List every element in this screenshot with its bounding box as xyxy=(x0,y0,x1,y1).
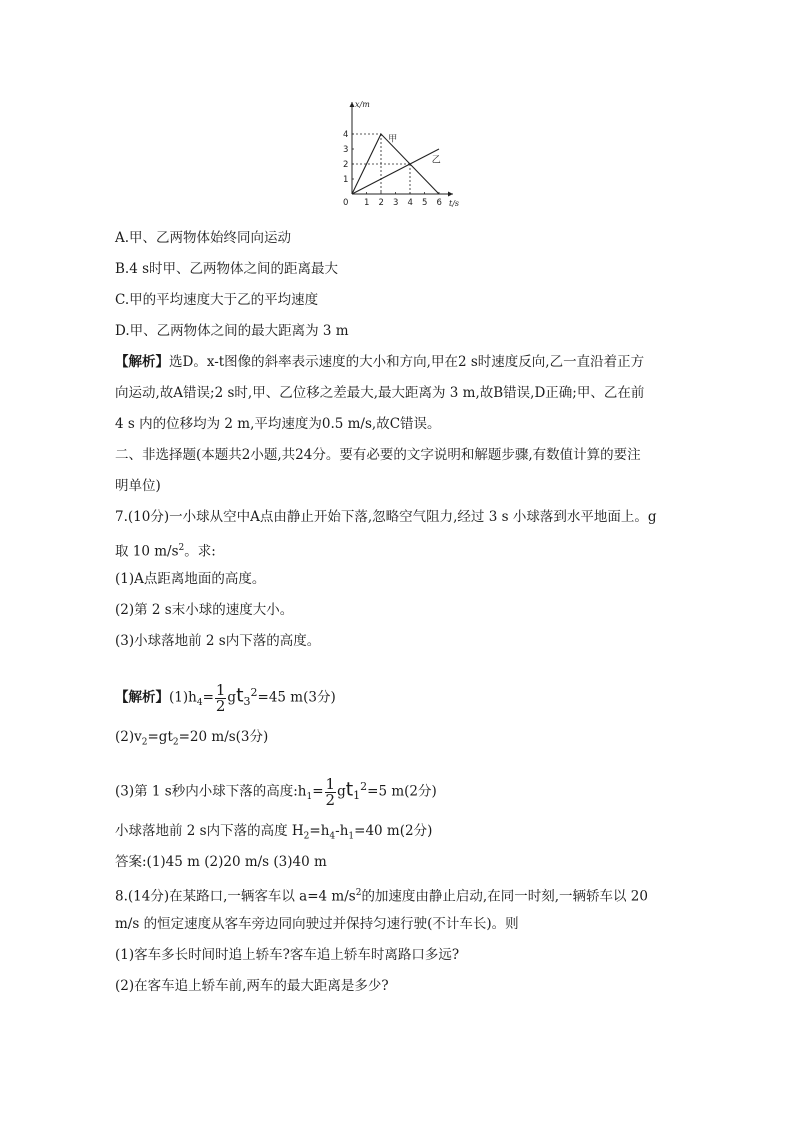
s4-prefix: 小球落地前 2 s内下落的高度 H xyxy=(115,823,304,839)
s2-prefix: (2)v xyxy=(115,729,142,745)
frac-num: 1 xyxy=(325,774,336,793)
s4-mid2: -h xyxy=(335,823,349,839)
q8-text-end: 的加速度由静止启动,在同一时刻,一辆轿车以 20 xyxy=(361,888,648,905)
x-tick-label: 3 xyxy=(393,198,399,208)
q7-part3: (3)小球落地前 2 s内下落的高度。 xyxy=(115,633,321,649)
analysis-6-line2: 向运动,故A错误;2 s时,甲、乙位移之差最大,最大距离为 3 m,故B错误,D正确;甲、乙在前 xyxy=(115,385,645,401)
s1-sub: 4 xyxy=(196,698,203,709)
analysis-6-text1: 选D。x-t图像的斜率表示速度的大小和方向,甲在2 s时速度反向,乙一直沿着正方 xyxy=(169,354,645,370)
s3-tsub: 1 xyxy=(353,789,361,803)
analysis-6-line1 xyxy=(115,353,644,371)
section-2-heading: 二、非选择题(本题共2小题,共24分。要有必要的文字说明和解题步骤,有数值计算的要注 xyxy=(115,447,641,463)
x-tick-label: 1 xyxy=(364,198,370,208)
s3-eq: = xyxy=(312,783,324,800)
q8-part2: (2)在客车追上轿车前,两车的最大距离是多少? xyxy=(115,978,389,994)
y-tick-label: 1 xyxy=(343,175,349,185)
x-tick-label: 6 xyxy=(436,198,442,208)
option-c: C.甲的平均速度大于乙的平均速度 xyxy=(115,292,319,308)
q7-text-end: 。求: xyxy=(184,543,216,560)
frac-den: 2 xyxy=(325,790,336,809)
fraction-half xyxy=(215,680,227,715)
q8-text: 8.(14分)在某路口,一辆客车以 a=4 m/s xyxy=(115,888,356,905)
s3-g: g xyxy=(337,783,346,800)
y-tick-label: 4 xyxy=(343,130,349,140)
s1-g: g xyxy=(227,689,237,706)
y-tick-label: 3 xyxy=(343,145,349,155)
s1-prefix: (1)h xyxy=(169,689,197,706)
s2-sub1: 2 xyxy=(141,737,148,748)
s3-tsup: 2 xyxy=(360,780,368,793)
analysis-7-step4 xyxy=(115,822,432,846)
q7-part2: (2)第 2 s末小球的速度大小。 xyxy=(115,602,294,618)
x-tick-label: 5 xyxy=(422,198,428,208)
q8-stem-line1 xyxy=(115,884,648,906)
s3-suffix: =5 m(2分) xyxy=(367,783,437,800)
analysis-tag: 【解析】 xyxy=(115,354,169,370)
xt-graph xyxy=(338,98,468,210)
frac-num: 1 xyxy=(215,680,226,699)
option-a: A.甲、乙两物体始终同向运动 xyxy=(115,230,292,246)
x-axis-arrow xyxy=(448,192,453,197)
x-tick-label: 0 xyxy=(343,198,349,208)
analysis-6-line3: 4 s 内的位移均为 2 m,平均速度为0.5 m/s,故C错误。 xyxy=(115,416,441,432)
s2-sub2: 2 xyxy=(172,737,179,748)
q7-stem-line2 xyxy=(115,539,216,561)
option-d: D.甲、乙两物体之间的最大距离为 3 m xyxy=(115,323,349,339)
s2-suffix: =20 m/s(3分) xyxy=(178,729,269,745)
analysis-tag: 【解析】 xyxy=(115,689,169,706)
q7-text: 取 10 m/s xyxy=(115,543,179,560)
section-2-heading-cont: 明单位) xyxy=(115,478,161,494)
q8-part1: (1)客车多长时间时追上轿车?客车追上轿车时离路口多远? xyxy=(115,947,460,963)
series-label-yi: 乙 xyxy=(431,155,441,166)
x-axis-label: t/s xyxy=(449,199,460,208)
q7-answer: 答案:(1)45 m (2)20 m/s (3)40 m xyxy=(115,854,327,870)
s1-t: t xyxy=(236,684,244,707)
s4-sub2: 4 xyxy=(329,831,336,842)
s3-prefix: (3)第 1 s秒内小球下落的高度:h xyxy=(115,783,307,800)
s4-suffix: =40 m(2分) xyxy=(354,823,433,839)
s3-t: t xyxy=(345,778,354,801)
s1-suffix: =45 m(3分) xyxy=(257,689,336,706)
analysis-7-step3 xyxy=(115,770,437,809)
s4-sub3: 1 xyxy=(348,831,355,842)
option-b: B.4 s时甲、乙两物体之间的距离最大 xyxy=(115,261,339,277)
s1-tsub: 3 xyxy=(243,695,251,709)
x-tick-label: 2 xyxy=(378,198,384,208)
y-axis-arrow xyxy=(350,102,355,107)
analysis-7-step1 xyxy=(115,676,336,715)
analysis-7-step2 xyxy=(115,728,268,752)
y-axis-label: x/m xyxy=(355,100,370,109)
series-label-jia: 甲 xyxy=(388,134,398,145)
q7-stem-line1: 7.(10分)一小球从空中A点由静止开始下落,忽略空气阻力,经过 3 s 小球落到水平地面上。g xyxy=(115,509,657,525)
s3-sub: 1 xyxy=(306,792,313,803)
fraction-half xyxy=(325,774,337,809)
s1-tsup: 2 xyxy=(250,686,258,699)
frac-den: 2 xyxy=(215,696,226,715)
q8-stem-line2: m/s 的恒定速度从客车旁边同向驶过并保持匀速行驶(不计车长)。则 xyxy=(115,916,519,932)
s2-mid: =gt xyxy=(147,729,173,745)
s4-sub1: 2 xyxy=(303,831,310,842)
q8-sup: 2 xyxy=(355,888,362,898)
x-tick-label: 4 xyxy=(407,198,413,208)
y-tick-label: 2 xyxy=(343,160,349,170)
q7-sup: 2 xyxy=(178,543,185,553)
series-line-yi xyxy=(352,149,439,194)
s4-mid: =h xyxy=(309,823,330,839)
q7-part1: (1)A点距离地面的高度。 xyxy=(115,571,266,587)
s1-eq: = xyxy=(202,689,214,706)
